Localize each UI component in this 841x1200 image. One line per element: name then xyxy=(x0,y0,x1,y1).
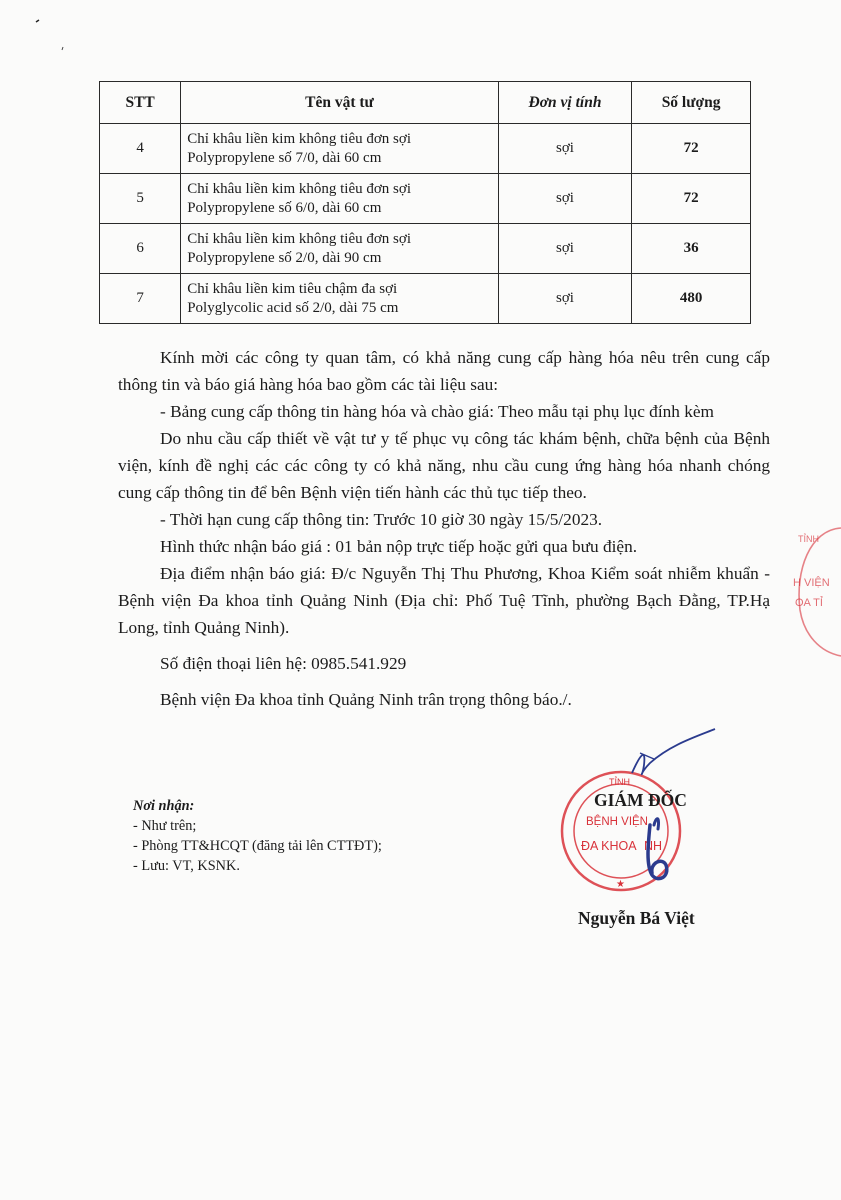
stamp-star: ★ xyxy=(616,879,625,890)
supplies-table xyxy=(99,81,751,324)
table-row xyxy=(100,274,751,324)
row-unit: sợi xyxy=(498,124,631,174)
row-name-line2: Polypropylene số 6/0, dài 60 cm xyxy=(187,199,382,216)
header-stt: STT xyxy=(100,82,181,124)
handwritten-signature xyxy=(610,725,730,905)
row-qty: 36 xyxy=(632,224,751,274)
notice-body xyxy=(118,344,770,713)
paragraph-deadline: - Thời hạn cung cấp thông tin: Trước 10 giờ 30 ngày 15/5/2023. xyxy=(160,510,603,529)
signer-name: Nguyễn Bá Việt xyxy=(578,908,695,928)
row-name xyxy=(181,224,499,274)
row-name-line2: Polypropylene số 7/0, dài 60 cm xyxy=(187,149,382,166)
header-unit: Đơn vị tính xyxy=(498,82,631,124)
row-unit: sợi xyxy=(498,274,631,324)
header-name: Tên vật tư xyxy=(181,82,499,124)
paragraph-submission-method: Hình thức nhận báo giá : 01 bản nộp trực tiếp hoặc gửi qua bưu điện. xyxy=(160,537,638,556)
recipient-item: - Như trên; xyxy=(133,818,197,834)
table-header-row xyxy=(100,82,751,124)
row-stt: 5 xyxy=(100,174,181,224)
row-qty: 72 xyxy=(632,174,751,224)
table-row xyxy=(100,124,751,174)
row-name-line1: Chỉ khâu liền kim không tiêu đơn sợi xyxy=(187,130,411,147)
recipient-item: - Lưu: VT, KSNK. xyxy=(133,858,240,874)
row-name-line1: Chỉ khâu liền kim tiêu chậm đa sợi xyxy=(187,280,398,297)
scan-marks xyxy=(30,12,70,62)
side-stamp-line2: OA TỈ xyxy=(795,597,823,609)
paragraph-invitation: Kính mời các công ty quan tâm, có khả năng cung cấp hàng hóa nêu trên cung cấp thông tin và báo giá hàng hóa bao gồm các tài liệu sau: xyxy=(118,348,770,394)
paragraph-submission-address: Địa điểm nhận báo giá: Đ/c Nguyễn Thị Thu Phương, Khoa Kiểm soát nhiễm khuẩn - Bệnh viện Đa khoa tỉnh Quảng Ninh (Địa chỉ: Phố Tuệ Tĩnh, phường Bạch Đằng, TP.Hạ Long, tỉnh Quảng Ninh). xyxy=(118,564,770,637)
recipient-item: - Phòng TT&HCQT (đăng tải lên CTTĐT); xyxy=(133,838,382,854)
row-qty: 480 xyxy=(632,274,751,324)
row-qty: 72 xyxy=(632,124,751,174)
partial-side-stamp xyxy=(790,520,841,660)
paragraph-closing: Bệnh viện Đa khoa tỉnh Quảng Ninh trân trọng thông báo./. xyxy=(160,690,572,709)
row-name-line2: Polyglycolic acid số 2/0, dài 75 cm xyxy=(187,299,399,316)
row-name-line1: Chỉ khâu liền kim không tiêu đơn sợi xyxy=(187,230,411,247)
row-stt: 4 xyxy=(100,124,181,174)
table-row xyxy=(100,224,751,274)
stamp-line1: BỆNH VIỆN xyxy=(586,816,648,828)
side-stamp-line1: H VIỆN xyxy=(793,577,830,589)
row-unit: sợi xyxy=(498,224,631,274)
paragraph-phone: Số điện thoại liên hệ: 0985.541.929 xyxy=(160,654,407,673)
stamp-line3: NH xyxy=(644,839,663,853)
header-qty: Số lượng xyxy=(632,82,751,124)
stamp-line2: ĐA KHOA xyxy=(581,839,637,853)
recipients-heading: Nơi nhận: xyxy=(133,798,195,814)
table-row xyxy=(100,174,751,224)
row-stt: 6 xyxy=(100,224,181,274)
row-name-line1: Chỉ khâu liền kim không tiêu đơn sợi xyxy=(187,180,411,197)
signer-title: GIÁM ĐỐC xyxy=(594,790,687,810)
row-unit: sợi xyxy=(498,174,631,224)
paragraph-urgency: Do nhu cầu cấp thiết về vật tư y tế phục vụ công tác khám bệnh, chữa bệnh của Bệnh viện, kính đề nghị các các công ty có khả năng, nhu cầu cung ứng hàng hóa nhanh chóng cung cấp thông tin để bên Bệnh viện tiến hành các thủ tục tiếp theo. xyxy=(118,429,770,502)
stamp-top-text: TỈNH xyxy=(609,777,630,787)
row-name xyxy=(181,124,499,174)
side-stamp-top: TỈNH xyxy=(798,534,819,544)
recipients-block xyxy=(133,796,382,876)
row-name xyxy=(181,274,499,324)
row-stt: 7 xyxy=(100,274,181,324)
row-name xyxy=(181,174,499,224)
row-name-line2: Polypropylene số 2/0, dài 90 cm xyxy=(187,249,382,266)
paragraph-price-form: - Bảng cung cấp thông tin hàng hóa và chào giá: Theo mẫu tại phụ lục đính kèm xyxy=(160,402,714,421)
